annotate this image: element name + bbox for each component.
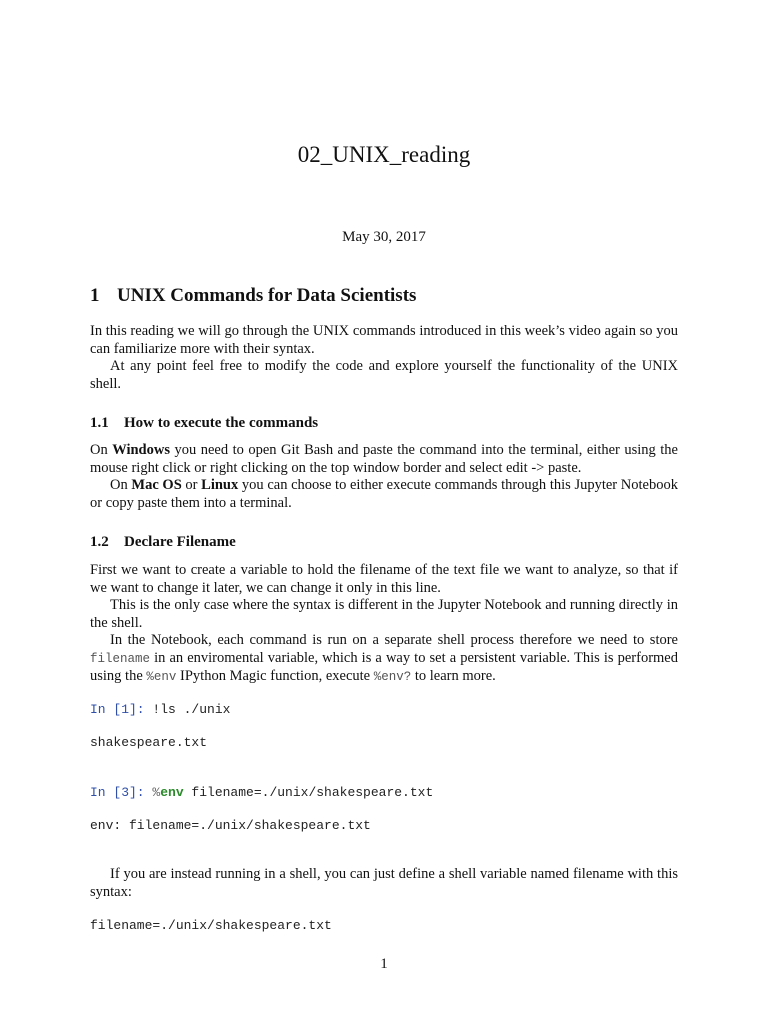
- section-number: 1: [90, 285, 100, 306]
- paragraph-notebook-env: [90, 632, 678, 687]
- paragraph-shell-variable: If you are instead running in a shell, you can just define a shell variable named filename with this syntax:: [90, 866, 678, 900]
- section-number: 1.2: [90, 534, 109, 550]
- magic-keyword: env: [160, 785, 184, 800]
- document-date: May 30, 2017: [342, 229, 426, 245]
- text-run: IPython Magic function, execute: [176, 668, 374, 685]
- text-run: On: [110, 477, 132, 493]
- text-run: you need to open Git Bash and paste the command into the terminal, either using the mouse right click or right clicking on the top window border and select edit -> paste.: [90, 442, 678, 476]
- section-number: 1.1: [90, 415, 109, 431]
- section-heading-1-1: [90, 415, 318, 432]
- paragraph-filename-intro: First we want to create a variable to hold the filename of the text file we want to analyze, so that if we want to change it later, we can change it only in this line.: [90, 562, 678, 596]
- text-run: to learn more.: [411, 668, 496, 685]
- page-number: 1: [380, 956, 388, 972]
- cell-code: !ls ./unix: [144, 702, 231, 717]
- code-cell-1-input: [90, 702, 230, 717]
- paragraph-syntax-diff: This is the only case where the syntax is different in the Jupyter Notebook and running directly in the shell.: [90, 597, 678, 631]
- text-run: In the Notebook, each command is run on a separate shell process therefore we need to store: [110, 632, 678, 648]
- text-run: On: [90, 442, 113, 458]
- document-title: 02_UNIX_reading: [297, 142, 471, 167]
- section-title: Declare Filename: [124, 534, 236, 550]
- shell-code-line: filename=./unix/shakespeare.txt: [90, 918, 332, 933]
- paragraph-intro: In this reading we will go through the UNIX commands introduced in this week’s video again so you can familiarize more with their syntax.: [90, 323, 678, 357]
- cell-code: filename=./unix/shakespeare.txt: [183, 785, 434, 800]
- bold-term-windows: Windows: [112, 442, 170, 458]
- paragraph-windows: [90, 442, 678, 477]
- bold-term-macos: Mac OS: [131, 477, 182, 493]
- magic-percent: %: [144, 785, 161, 800]
- code-cell-2-input: [90, 785, 433, 800]
- paragraph-mac-linux: [90, 477, 678, 512]
- inline-code: %env?: [373, 670, 412, 685]
- cell-prompt: In [3]:: [90, 785, 145, 800]
- section-title: UNIX Commands for Data Scientists: [117, 285, 417, 306]
- text-run: in an enviromental variable, which is a way to set a persistent variable. This is performed using the: [90, 649, 678, 685]
- inline-code: %env: [146, 670, 177, 685]
- cell-prompt: In [1]:: [90, 702, 145, 717]
- text-run: you can choose to either execute commands through this Jupyter Notebook or copy paste them into a terminal.: [90, 477, 678, 511]
- section-heading-1-2: [90, 534, 236, 551]
- bold-term-linux: Linux: [201, 477, 239, 493]
- section-title: How to execute the commands: [124, 415, 319, 431]
- paragraph-intro-2: At any point feel free to modify the code and explore yourself the functionality of the UNIX shell.: [90, 358, 678, 392]
- inline-code: filename: [90, 651, 151, 666]
- text-run: or: [181, 477, 202, 493]
- section-heading-1: [90, 285, 416, 307]
- code-cell-1-output: shakespeare.txt: [90, 735, 208, 750]
- code-cell-2-output: env: filename=./unix/shakespeare.txt: [90, 818, 371, 833]
